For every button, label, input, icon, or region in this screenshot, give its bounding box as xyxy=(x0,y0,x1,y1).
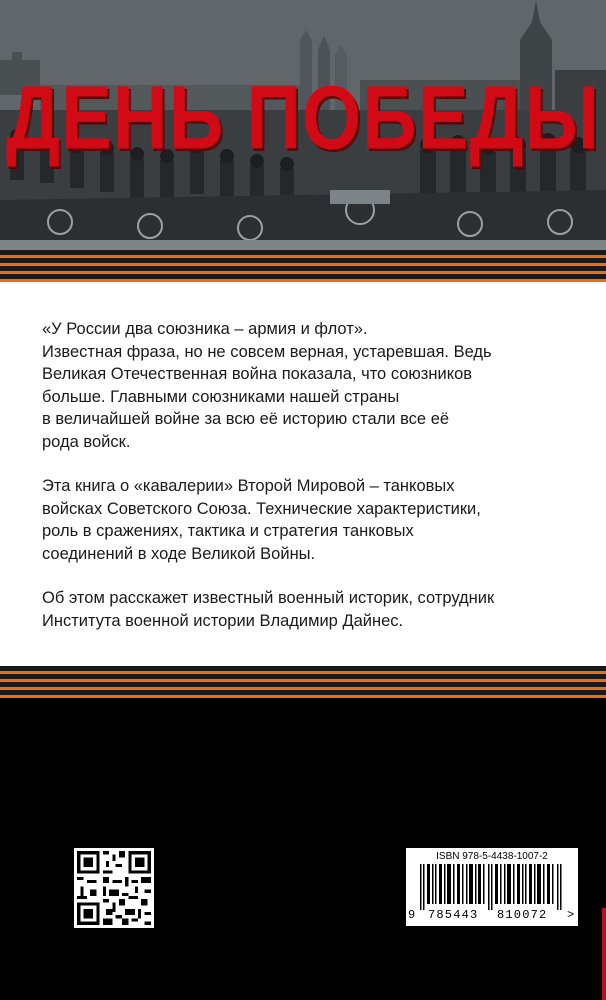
st-george-ribbon-top xyxy=(0,250,606,282)
barcode-bars xyxy=(416,864,568,910)
cover-photo-banner xyxy=(0,0,606,250)
isbn-barcode xyxy=(406,848,578,926)
ean-arrow: > xyxy=(567,908,575,922)
st-george-ribbon-bottom xyxy=(0,666,606,698)
description-paragraph-1: «У России два союзника – армия и флот». Известная фраза, но не совсем верная, устаревшая. Ведь Великая Отечественная война показала, что союзников больше. Главными союзниками нашей страны в величайшей войне за всю её историю стали все её рода войск. xyxy=(42,320,492,451)
cover-title: ДЕНЬ ПОБЕДЫ xyxy=(5,68,601,169)
description-text xyxy=(42,318,582,654)
description-paragraph-2: Эта книга о «кавалерии» Второй Мировой – танковых войсках Советского Союза. Технические характеристики, роль в сражениях, тактика и стратегия танковых соединений в ходе Великой Войны. xyxy=(42,477,481,563)
description-panel xyxy=(0,282,606,666)
isbn-number: ISBN 978-5-4438-1007-2 xyxy=(436,851,548,862)
spine-red-edge xyxy=(602,908,606,1000)
description-paragraph-3: Об этом расскажет известный военный историк, сотрудник Института военной истории Владимир Дайнес. xyxy=(42,589,495,630)
qr-code-icon xyxy=(74,848,154,928)
ean-left-digits: 785443 xyxy=(428,908,479,922)
ean-right-digits: 810072 xyxy=(497,908,548,922)
ean-first-digit: 9 xyxy=(408,908,416,922)
